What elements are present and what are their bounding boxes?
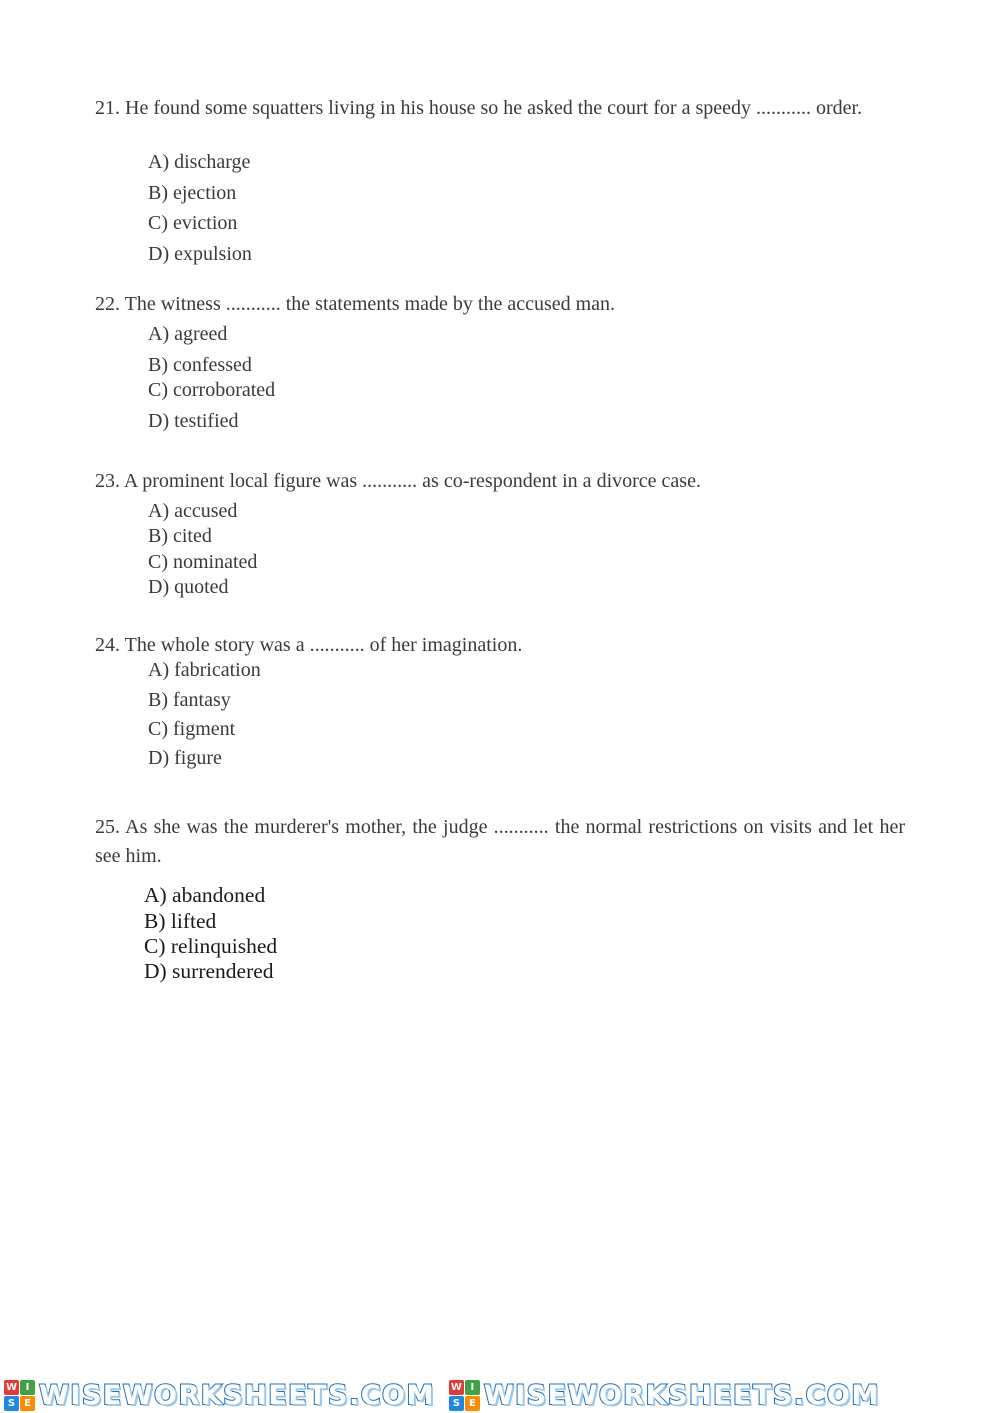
brand-text: WISEWORKSHEETS.COM <box>483 1380 880 1411</box>
brand-logo <box>4 1380 435 1411</box>
question-stem <box>95 633 905 658</box>
logo-icon <box>4 1380 35 1411</box>
option-b: B) lifted <box>144 909 217 933</box>
logo-icon <box>449 1380 480 1411</box>
option-b: B) confessed <box>148 354 252 376</box>
option-a: A) fabrication <box>148 659 261 681</box>
question-number: 21. <box>95 97 120 119</box>
option-c: C) figment <box>148 718 236 740</box>
option-d: D) testified <box>148 410 239 432</box>
logo-letter: I <box>465 1380 480 1395</box>
question-text: He found some squatters living in his house so he asked the court for a speedy ........... order. <box>125 97 863 119</box>
logo-letter: S <box>449 1396 464 1411</box>
option-d: D) figure <box>148 747 222 769</box>
question-stem <box>95 96 905 121</box>
question-25 <box>95 813 905 983</box>
logo-letter: E <box>20 1396 35 1411</box>
question-number: 23. <box>95 470 120 492</box>
logo-letter: S <box>4 1396 19 1411</box>
option-c: C) nominated <box>148 551 258 573</box>
logo-letter: W <box>5 1382 18 1393</box>
option-d: D) surrendered <box>144 959 274 983</box>
logo-letter: E <box>465 1396 480 1411</box>
question-text: The whole story was a ........... of her imagination. <box>124 634 523 656</box>
brand-text: WISEWORKSHEETS.COM <box>39 1380 435 1411</box>
brand-logo <box>449 1380 880 1411</box>
question-number: 22. <box>95 293 120 315</box>
question-number: 24. <box>95 634 120 656</box>
question-21 <box>95 96 905 265</box>
option-c: C) eviction <box>148 212 238 234</box>
question-24 <box>95 633 905 769</box>
logo-letter: W <box>450 1382 462 1393</box>
question-text: The witness ........... the statements made by the accused man. <box>124 293 616 315</box>
option-c: C) corroborated <box>148 379 276 401</box>
footer-watermark <box>0 1378 1000 1413</box>
question-stem <box>95 813 905 871</box>
option-d: D) quoted <box>148 576 229 598</box>
question-stem <box>95 292 905 317</box>
question-22 <box>95 292 905 432</box>
question-text: A prominent local figure was ........... as co-respondent in a divorce case. <box>123 470 701 492</box>
option-c: C) relinquished <box>144 934 278 958</box>
question-text: As she was the murderer's mother, the judge ........... the normal restrictions on visits and let her see him. <box>95 816 905 867</box>
option-a: A) abandoned <box>144 883 266 907</box>
option-b: B) ejection <box>148 182 237 204</box>
question-23 <box>95 469 905 598</box>
question-number: 25. <box>95 816 120 838</box>
option-b: B) cited <box>148 525 212 547</box>
option-a: A) discharge <box>148 151 251 173</box>
option-d: D) expulsion <box>148 243 252 265</box>
question-stem <box>95 469 905 494</box>
option-b: B) fantasy <box>148 689 231 711</box>
logo-letter: I <box>20 1380 35 1395</box>
option-a: A) agreed <box>148 323 228 345</box>
option-a: A) accused <box>148 500 238 522</box>
